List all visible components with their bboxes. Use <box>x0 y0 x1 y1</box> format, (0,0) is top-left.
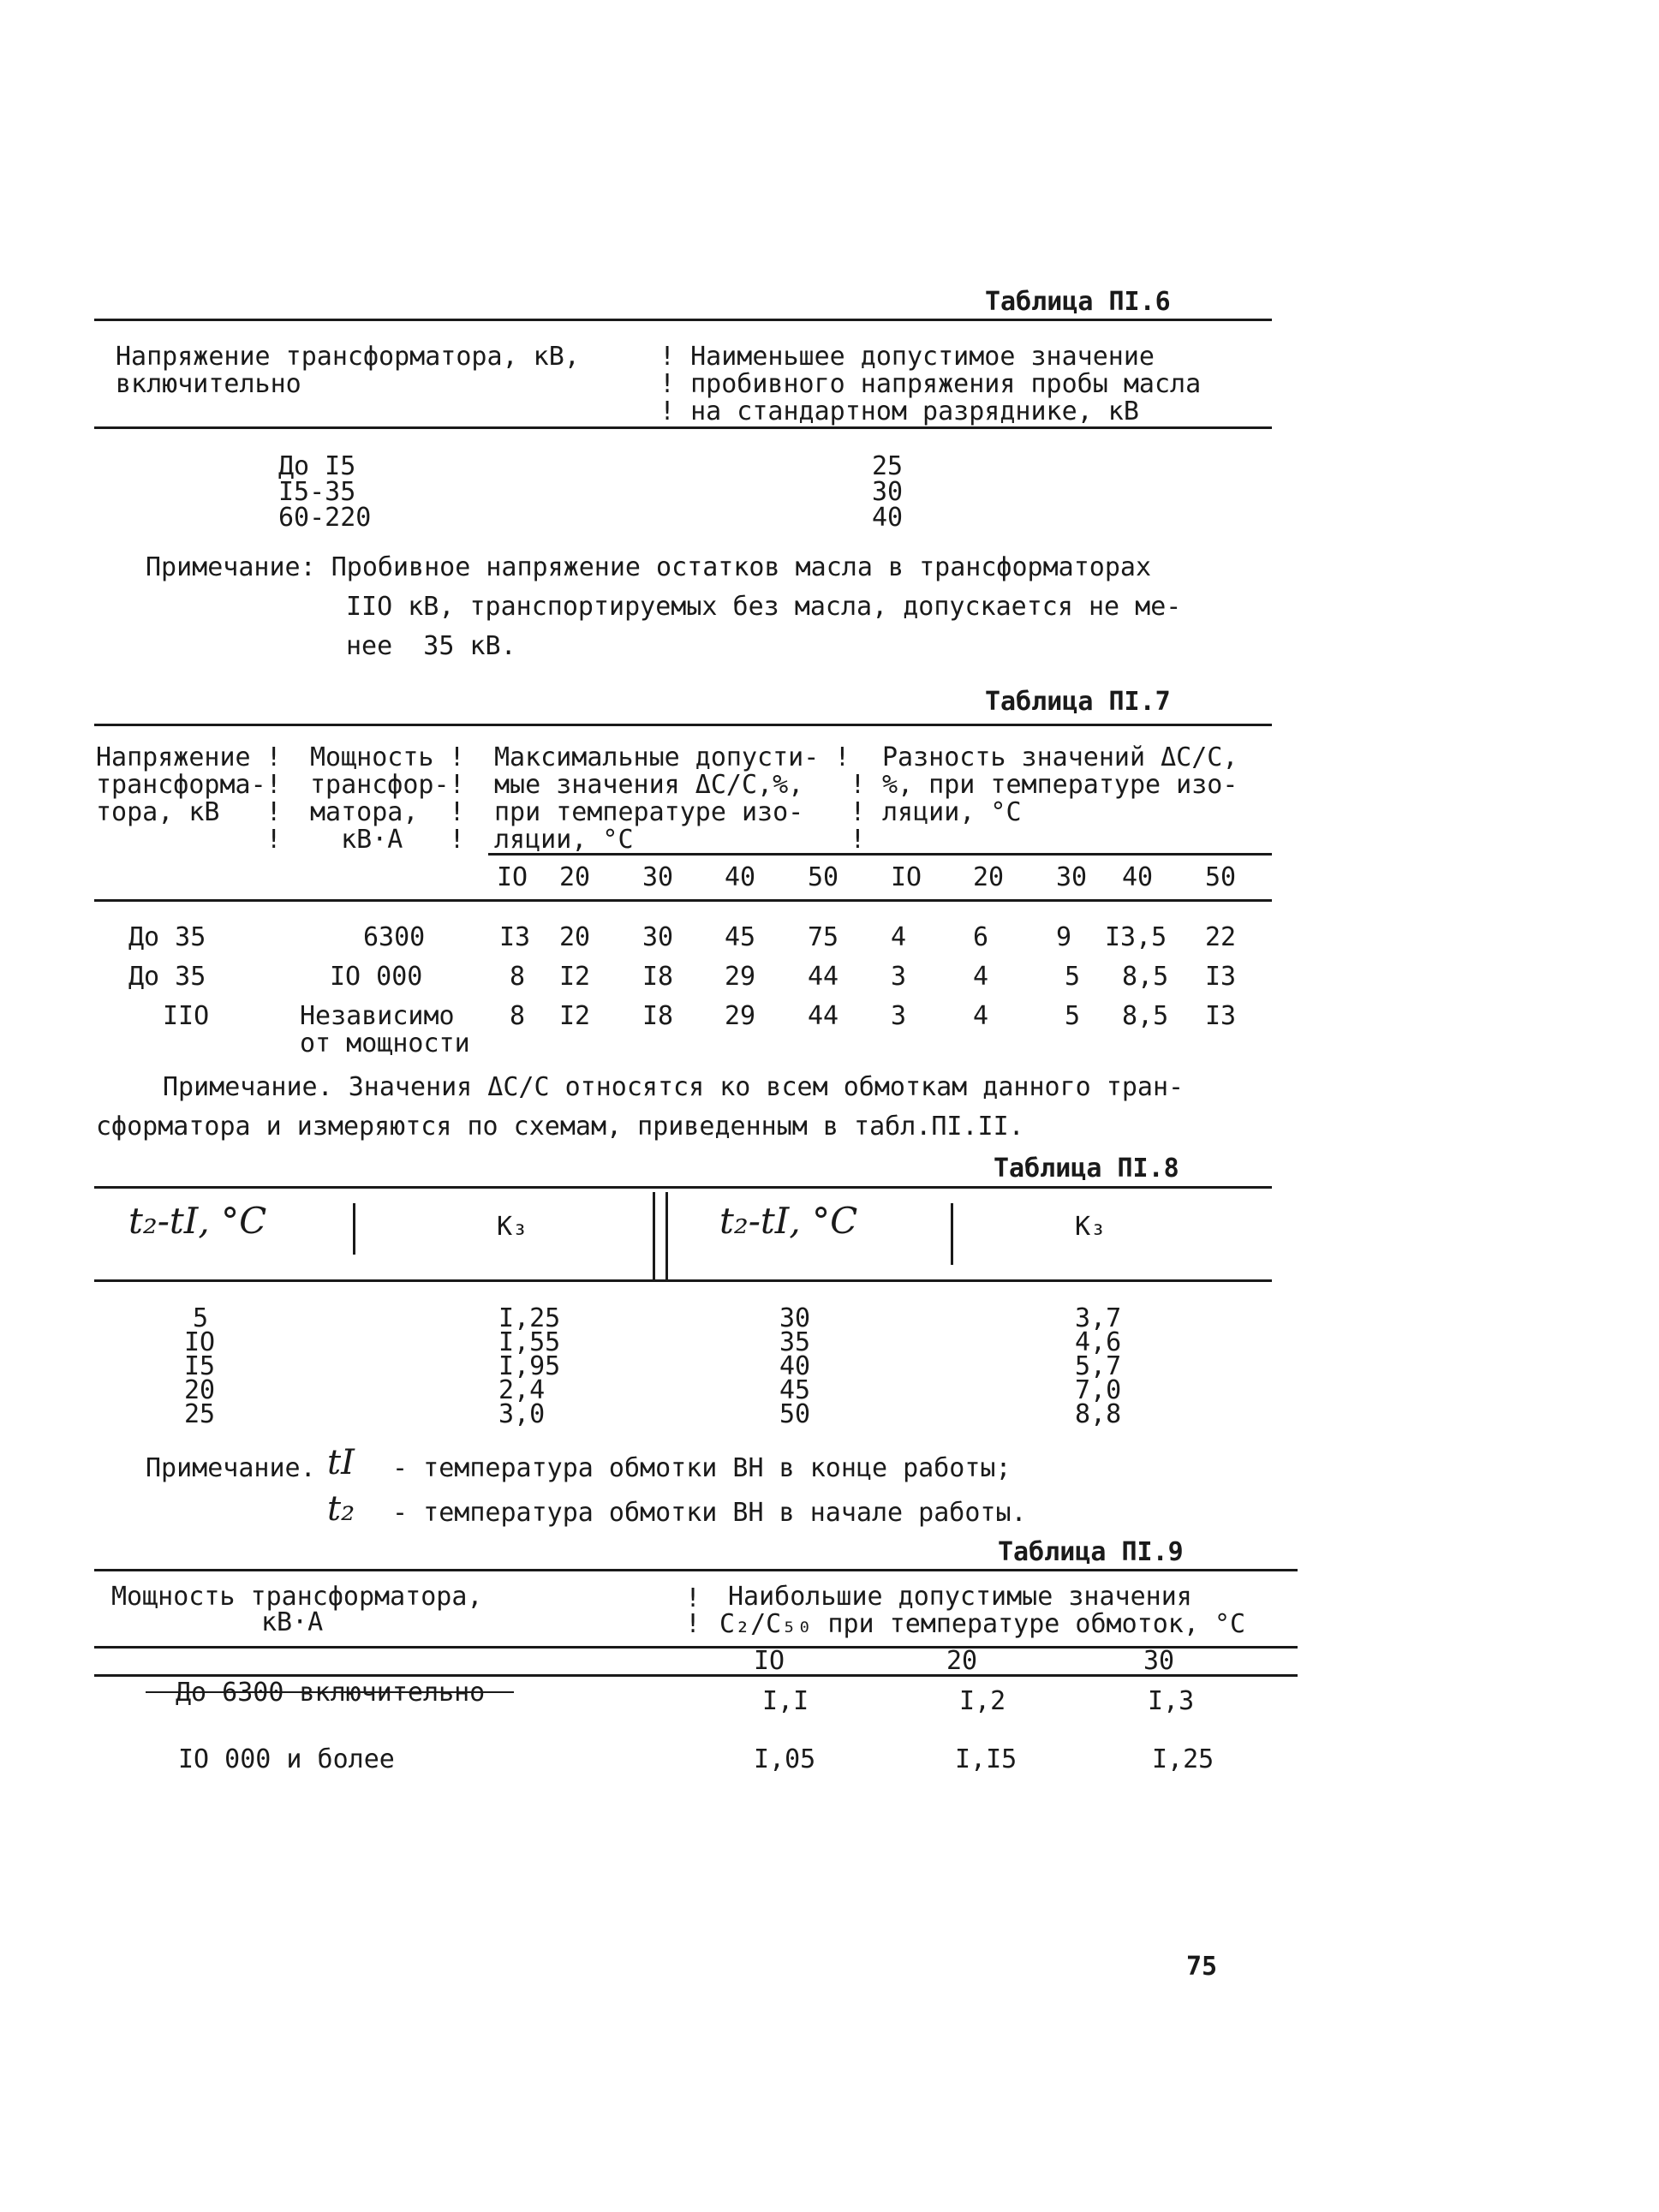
t7-row3-power-line2: от мощности <box>300 1028 470 1058</box>
t7-row2-c9: 8,5 <box>1122 962 1169 992</box>
t8-left-row2-k: I,55 <box>498 1327 561 1357</box>
t7-row2-power: IO 000 <box>330 962 423 992</box>
t6-row3-voltage: 60-220 <box>278 503 372 533</box>
t7-row3-c7: 4 <box>973 1001 989 1031</box>
t8-right-row2-k: 4,6 <box>1075 1327 1122 1357</box>
t7-temp-7: 20 <box>973 862 1005 892</box>
t8-left-row5-dt: 25 <box>184 1399 216 1429</box>
t7-row3-c4: 29 <box>725 1001 756 1031</box>
t7-temp-4: 40 <box>725 862 756 892</box>
t8-top-rule <box>94 1186 1272 1189</box>
t7-row2-c7: 4 <box>973 962 989 992</box>
t9-row2-power: IO 000 и более <box>178 1744 395 1774</box>
t7-top-rule <box>94 724 1272 726</box>
t7-header-col3-line3: при температуре изо- ! <box>494 797 866 827</box>
t7-temp-3: 30 <box>642 862 674 892</box>
t8-right-row3-k: 5,7 <box>1075 1351 1122 1381</box>
t8-note-label: Примечание. <box>146 1453 316 1483</box>
t8-right-row5-dt: 50 <box>779 1399 811 1429</box>
t7-note-line1: Примечание. Значения ΔC/C относятся ко всем обмоткам данного тран- <box>163 1072 1185 1102</box>
t7-row3-c5: 44 <box>808 1001 839 1031</box>
t8-left-row4-k: 2,4 <box>498 1375 546 1405</box>
t8-right-row4-dt: 45 <box>779 1375 811 1405</box>
t6-note-line2: IIO кВ, транспортируемых без масла, допускается не ме- <box>346 592 1182 622</box>
t7-row3-c1: 8 <box>510 1001 526 1031</box>
t7-row1-c9: I3,5 <box>1105 922 1167 952</box>
t6-row1-voltage: До I5 <box>278 451 356 481</box>
t9-top-rule <box>94 1569 1298 1571</box>
t7-header-col2-line4: кВ·А ! <box>310 825 465 855</box>
t6-header-col2-line1: ! Наименьшее допустимое значение <box>659 342 1155 372</box>
t6-header-col2-line2: ! пробивного напряжения пробы масла <box>659 369 1202 399</box>
t8-note2-symbol: t₂ <box>327 1489 355 1529</box>
t9-row1-power: До 6300 включительно <box>176 1678 486 1708</box>
t7-temp-10: 50 <box>1205 862 1237 892</box>
t7-row3-c6: 3 <box>891 1001 907 1031</box>
t7-row2-c8: 5 <box>1065 962 1081 992</box>
t8-header-sep-right <box>951 1203 953 1265</box>
t8-right-row1-k: 3,7 <box>1075 1303 1122 1333</box>
t7-row2-voltage: До 35 <box>128 962 206 992</box>
t9-header-col1-line1: Мощность трансформатора, <box>111 1582 483 1612</box>
t6-header-rule <box>94 426 1272 429</box>
t9-header-bang-2: ! <box>685 1609 701 1639</box>
t8-header-dt-right: t₂-tI, °C <box>719 1200 858 1242</box>
t8-header-rule <box>94 1279 1272 1282</box>
t8-left-row4-dt: 20 <box>184 1375 216 1405</box>
t7-row1-c10: 22 <box>1205 922 1237 952</box>
t8-header-k-right: К₃ <box>1075 1212 1107 1242</box>
t8-caption: Таблица ПI.8 <box>994 1154 1179 1184</box>
t8-double-rule-a <box>653 1192 655 1279</box>
t9-temp-3: 30 <box>1143 1646 1175 1676</box>
t6-note-line1: Примечание: Пробивное напряжение остатков масла в трансформаторах <box>146 552 1151 582</box>
t7-header-col2-line2: трансфор-! <box>310 770 465 800</box>
t8-header-dt-left: t₂-tI, °C <box>128 1200 267 1242</box>
t7-caption: Таблица ПI.7 <box>985 687 1171 717</box>
t7-temp-5: 50 <box>808 862 839 892</box>
t7-subheader-rule <box>488 853 1272 856</box>
t9-temp-1: IO <box>754 1646 785 1676</box>
t6-top-rule <box>94 319 1272 321</box>
t9-header-col1-line2: кВ·А <box>261 1607 324 1637</box>
t7-row2-c5: 44 <box>808 962 839 992</box>
t9-subheader-rule <box>94 1646 1298 1649</box>
t6-header-col1-line1: Напряжение трансформатора, кВ, <box>116 342 580 372</box>
t7-header-rule <box>94 899 1272 902</box>
t9-row1-c3: I,3 <box>1148 1686 1195 1716</box>
t7-row1-c3: 30 <box>642 922 674 952</box>
t8-right-row2-dt: 35 <box>779 1327 811 1357</box>
t7-row2-c2: I2 <box>559 962 591 992</box>
t7-header-col1-line1: Напряжение ! <box>96 742 282 772</box>
t8-left-row5-k: 3,0 <box>498 1399 546 1429</box>
t7-row3-c10: I3 <box>1205 1001 1237 1031</box>
t7-header-col1-line3: тора, кВ ! <box>96 797 282 827</box>
t8-left-row1-k: I,25 <box>498 1303 561 1333</box>
t8-note2-text: - температура обмотки ВН в начале работы. <box>377 1498 1027 1528</box>
t7-temp-8: 30 <box>1056 862 1088 892</box>
t7-header-col4-line2: %, при температуре изо- <box>882 770 1238 800</box>
t6-caption: Таблица ПI.6 <box>985 287 1171 317</box>
t9-row1-c1: I,I <box>762 1686 809 1716</box>
t7-header-col2-line1: Мощность ! <box>310 742 465 772</box>
page-number: 75 <box>1186 1952 1218 1982</box>
t9-caption: Таблица ПI.9 <box>998 1537 1184 1567</box>
t7-temp-1: IO <box>497 862 528 892</box>
t7-header-col3-line2: мые значения ΔC/C,%, ! <box>494 770 866 800</box>
t7-row1-c1: I3 <box>499 922 531 952</box>
t7-row2-c6: 3 <box>891 962 907 992</box>
t7-row3-power-line1: Независимо <box>300 1001 455 1031</box>
t9-header-col2-line2: C₂/C₅₀ при температуре обмоток, °C <box>719 1609 1246 1639</box>
t8-left-row2-dt: IO <box>184 1327 216 1357</box>
t6-row2-voltage: I5-35 <box>278 477 356 507</box>
t6-row3-value: 40 <box>872 503 904 533</box>
t8-left-row3-dt: I5 <box>184 1351 216 1381</box>
t7-temp-9: 40 <box>1122 862 1154 892</box>
t7-header-col2-line3: матора, ! <box>310 797 465 827</box>
t7-row3-c3: I8 <box>642 1001 674 1031</box>
t6-header-col2-line3: ! на стандартном разряднике, кВ <box>659 396 1139 426</box>
t9-row2-c2: I,I5 <box>955 1744 1017 1774</box>
t7-header-col1-line2: трансформа-! <box>96 770 282 800</box>
t7-row2-c4: 29 <box>725 962 756 992</box>
t7-row1-c8: 9 <box>1056 922 1072 952</box>
t7-row1-power: 6300 <box>363 922 426 952</box>
t7-header-col1-line4: ! <box>96 825 282 855</box>
t9-row2-c1: I,05 <box>754 1744 816 1774</box>
t9-temp-2: 20 <box>946 1646 978 1676</box>
t7-row1-c6: 4 <box>891 922 907 952</box>
t8-header-k-left: К₃ <box>497 1212 528 1242</box>
t8-left-row1-dt: 5 <box>193 1303 209 1333</box>
t7-row2-c3: I8 <box>642 962 674 992</box>
t7-header-col4-line1: Разность значений ΔC/C, <box>882 742 1238 772</box>
t7-row1-c5: 75 <box>808 922 839 952</box>
t8-header-sep-left <box>353 1203 355 1255</box>
t7-row1-c2: 20 <box>559 922 591 952</box>
t8-double-rule-b <box>665 1192 668 1279</box>
t7-row1-c7: 6 <box>973 922 989 952</box>
t8-right-row3-dt: 40 <box>779 1351 811 1381</box>
t7-row1-voltage: До 35 <box>128 922 206 952</box>
t9-row2-c3: I,25 <box>1152 1744 1214 1774</box>
t7-row1-c4: 45 <box>725 922 756 952</box>
t6-row1-value: 25 <box>872 451 904 481</box>
t8-note1-symbol: tI <box>327 1443 355 1482</box>
t9-row1-c2: I,2 <box>959 1686 1006 1716</box>
t7-row2-c1: 8 <box>510 962 526 992</box>
t9-row1-strike <box>146 1691 514 1693</box>
t7-note-line2: сформатора и измеряются по схемам, приведенным в табл.ПI.II. <box>96 1112 1024 1142</box>
t7-temp-2: 20 <box>559 862 591 892</box>
t7-temp-6: IO <box>891 862 922 892</box>
t8-right-row5-k: 8,8 <box>1075 1399 1122 1429</box>
t8-right-row4-k: 7,0 <box>1075 1375 1122 1405</box>
t8-left-row3-k: I,95 <box>498 1351 561 1381</box>
t9-header-bang-1: ! <box>685 1583 701 1613</box>
t9-header-col2-line1: Наибольшие допустимые значения <box>728 1582 1192 1612</box>
t7-header-col3-line4: ляции, °C ! <box>494 825 866 855</box>
t7-row3-c8: 5 <box>1065 1001 1081 1031</box>
t8-right-row1-dt: 30 <box>779 1303 811 1333</box>
t6-row2-value: 30 <box>872 477 904 507</box>
t7-row3-c2: I2 <box>559 1001 591 1031</box>
t8-note1-text: - температура обмотки ВН в конце работы; <box>377 1453 1012 1483</box>
t9-header-rule <box>94 1674 1298 1677</box>
t7-row3-voltage: IIO <box>163 1001 210 1031</box>
t6-note-line3: нее 35 кВ. <box>346 631 516 661</box>
t7-row2-c10: I3 <box>1205 962 1237 992</box>
t6-header-col1-line2: включительно <box>116 369 301 399</box>
t7-header-col4-line3: ляции, °C <box>882 797 1022 827</box>
t7-header-col3-line1: Максимальные допусти- ! <box>494 742 850 772</box>
t7-row3-c9: 8,5 <box>1122 1001 1169 1031</box>
